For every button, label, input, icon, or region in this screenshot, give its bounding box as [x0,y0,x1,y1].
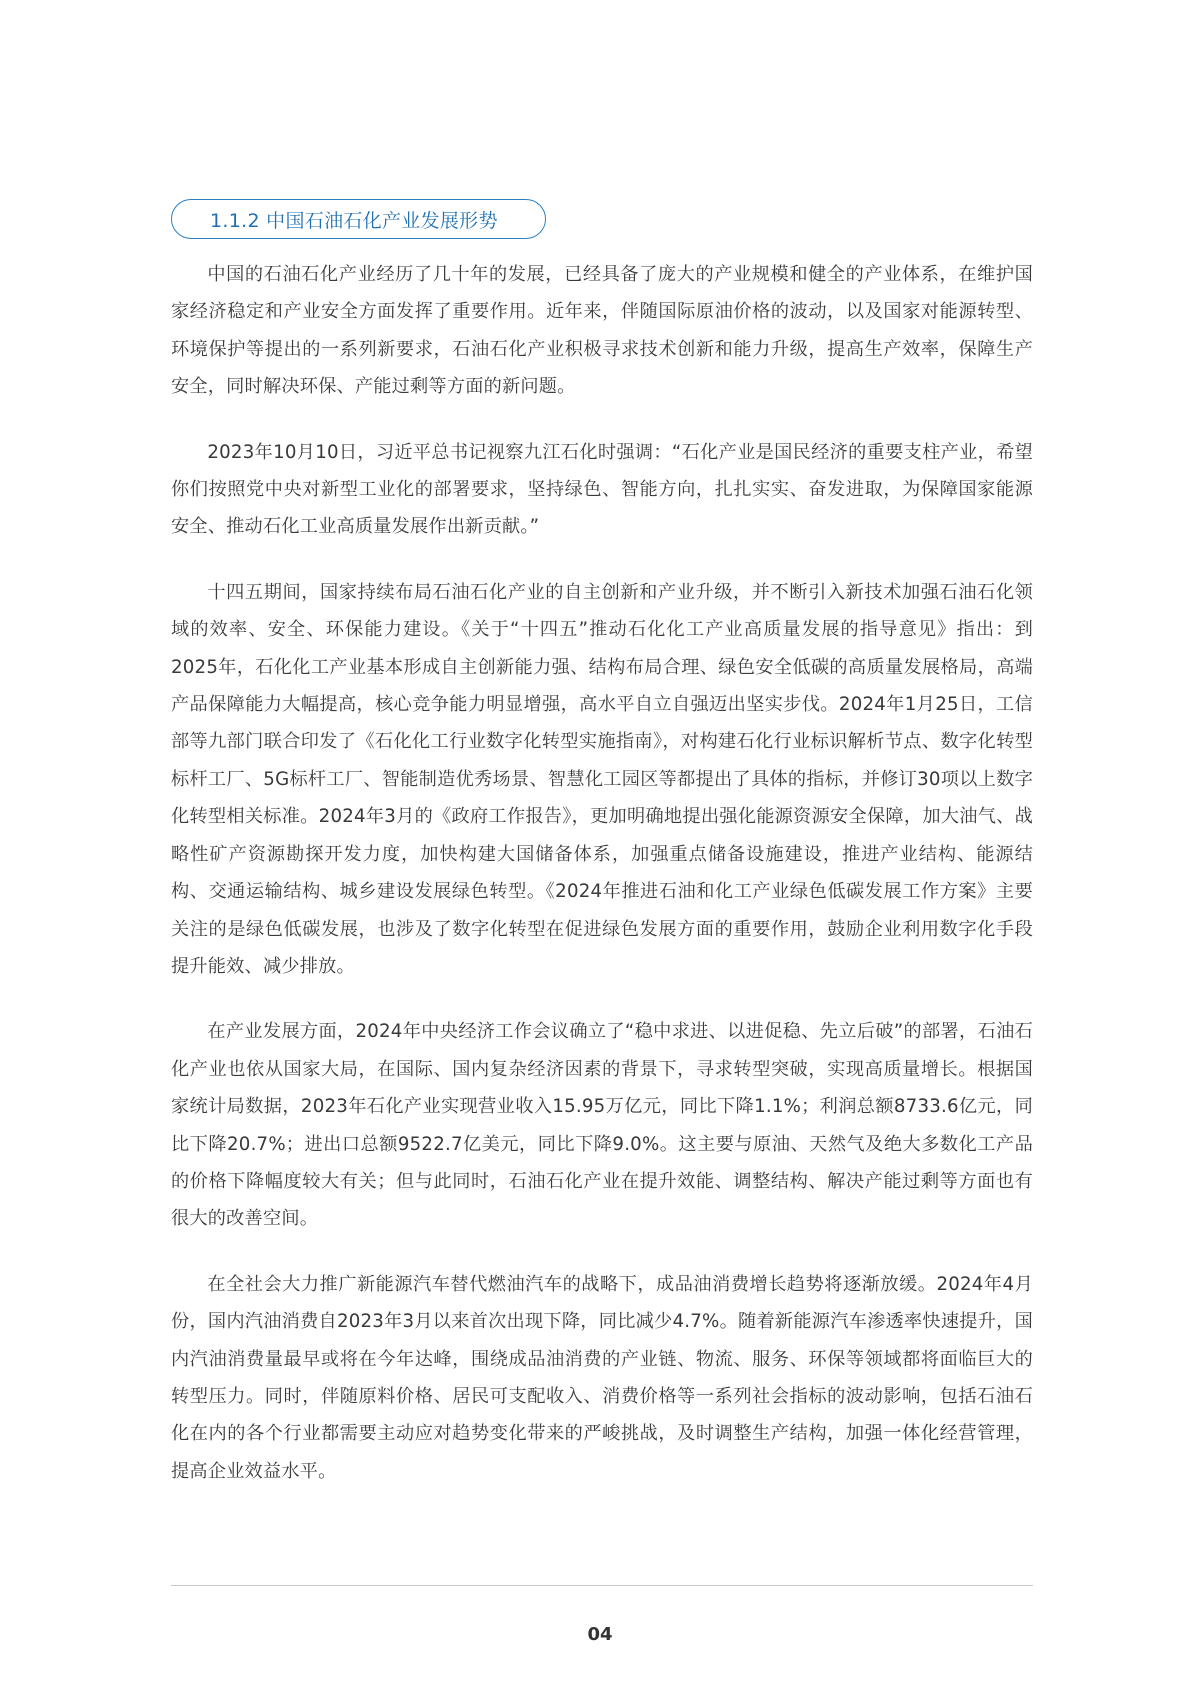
paragraph: 十四五期间，国家持续布局石油石化产业的自主创新和产业升级，并不断引入新技术加强石油石化领域的效率、安全、环保能力建设。《关于“十四五”推动石化化工产业高质量发展的指导意见》指出：到2025年，石化化工产业基本形成自主创新能力强、结构布局合理、绿色安全低碳的高质量发展格局，高端产品保障能力大幅提高，核心竞争能力明显增强，高水平自立自强迈出坚实步伐。2024年1月25日，工信部等九部门联合印发了《石化化工行业数字化转型实施指南》，对构建石化行业标识解析节点、数字化转型标杆工厂、5G标杆工厂、智能制造优秀场景、智慧化工园区等都提出了具体的指标，并修订30项以上数字化转型相关标准。2024年3月的《政府工作报告》，更加明确地提出强化能源资源安全保障，加大油气、战略性矿产资源勘探开发力度，加快构建大国储备体系，加强重点储备设施建设，推进产业结构、能源结构、交通运输结构、城乡建设发展绿色转型。《2024年推进石油和化工产业绿色低碳发展工作方案》主要关注的是绿色低碳发展，也涉及了数字化转型在促进绿色发展方面的重要作用，鼓励企业利用数字化手段提升能效、减少排放。 [171,581,1033,977]
section-title: 1.1.2 中国石油石化产业发展形势 [210,209,498,232]
paragraph: 中国的石油石化产业经历了几十年的发展，已经具备了庞大的产业规模和健全的产业体系，在维护国家经济稳定和产业安全方面发挥了重要作用。近年来，伴随国际原油价格的波动，以及国家对能源转型、环境保护等提出的一系列新要求，石油石化产业积极寻求技术创新和能力升级，提高生产效率，保障生产安全，同时解决环保、产能过剩等方面的新问题。 [171,264,1033,398]
paragraph: 2023年10月10日，习近平总书记视察九江石化时强调：“石化产业是国民经济的重要支柱产业，希望你们按照党中央对新型工业化的部署要求，坚持绿色、智能方向，扎扎实实、奋发进取，为保障国家能源安全、推动石化工业高质量发展作出新贡献。” [171,441,1033,538]
body-text [171,256,1033,1518]
paragraph: 在全社会大力推广新能源汽车替代燃油汽车的战略下，成品油消费增长趋势将逐渐放缓。2024年4月份，国内汽油消费自2023年3月以来首次出现下降，同比减少4.7%。随着新能源汽车渗透率快速提升，国内汽油消费量最早或将在今年达峰，围绕成品油消费的产业链、物流、服务、环保等领域都将面临巨大的转型压力。同时，伴随原料价格、居民可支配收入、消费价格等一系列社会指标的波动影响，包括石油石化在内的各个行业都需要主动应对趋势变化带来的严峻挑战，及时调整生产结构，加强一体化经营管理，提高企业效益水平。 [171,1273,1033,1482]
paragraph: 在产业发展方面，2024年中央经济工作会议确立了“稳中求进、以进促稳、先立后破”的部署，石油石化产业也依从国家大局，在国际、国内复杂经济因素的背景下，寻求转型突破，实现高质量增长。根据国家统计局数据，2023年石化产业实现营业收入15.95万亿元，同比下降1.1%；利润总额8733.6亿元，同比下降20.7%；进出口总额9522.7亿美元，同比下降9.0%。这主要与原油、天然气及绝大多数化工产品的价格下降幅度较大有关；但与此同时，石油石化产业在提升效能、调整结构、解决产能过剩等方面也有很大的改善空间。 [171,1021,1033,1230]
section-heading [171,199,546,239]
footer-divider [171,1585,1033,1586]
page-number: 04 [587,1624,613,1645]
